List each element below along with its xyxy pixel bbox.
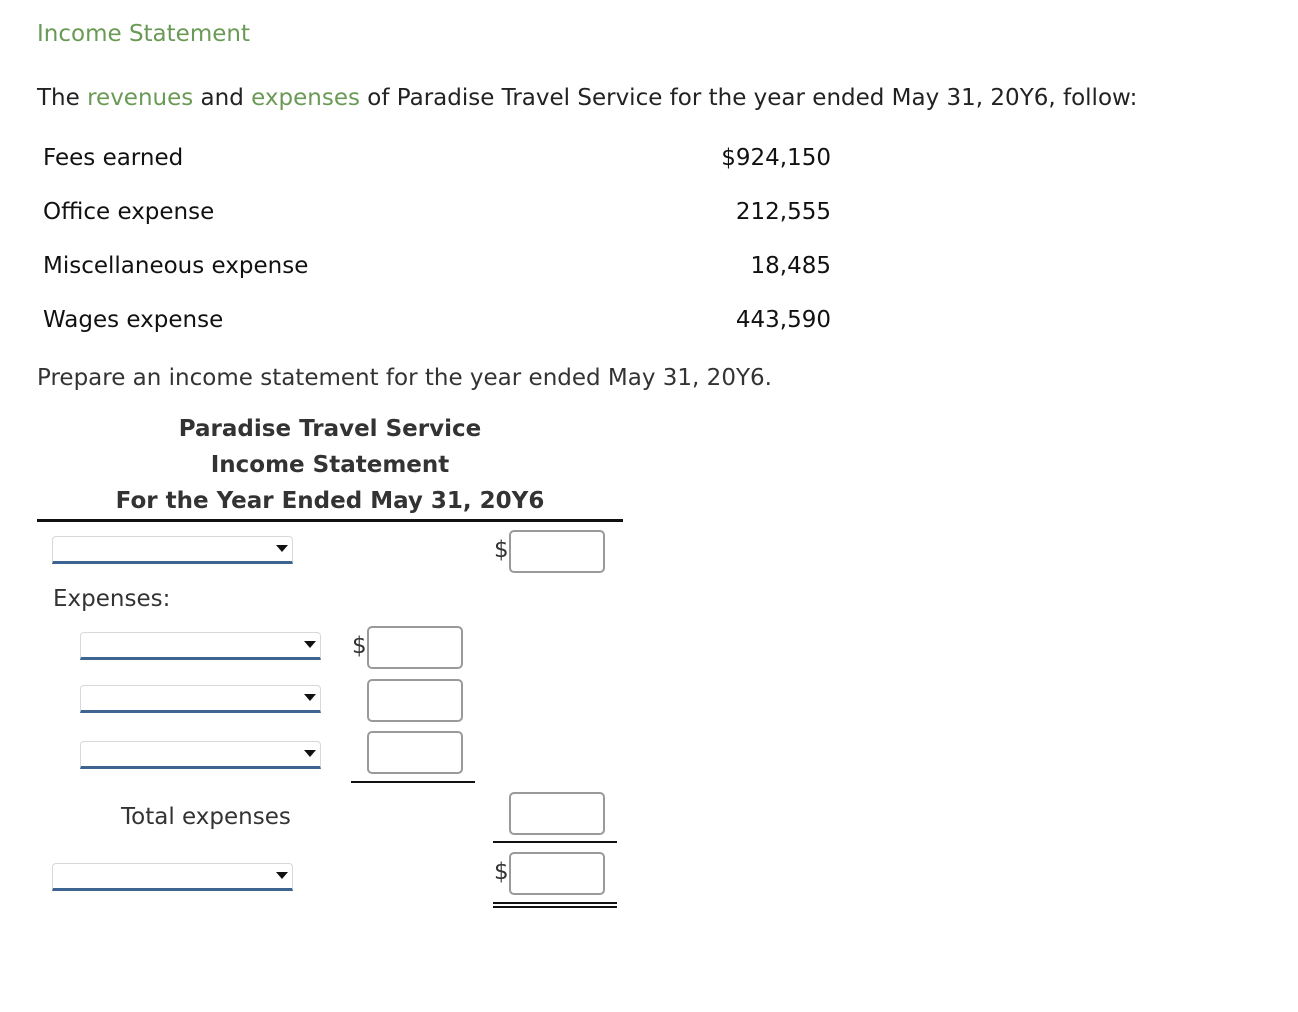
expense-account-dropdown-3[interactable]	[80, 741, 321, 769]
double-underline-top	[493, 902, 617, 904]
revenue-amount-input[interactable]	[509, 530, 605, 573]
data-value-office-expense: 212,555	[735, 199, 831, 225]
data-value-miscellaneous-expense: 18,485	[750, 253, 831, 279]
chevron-down-icon	[276, 545, 288, 552]
expenses-label: Expenses:	[53, 586, 171, 612]
intro-text	[37, 85, 1137, 111]
expense-amount-input-3[interactable]	[367, 731, 463, 774]
statement-period: For the Year Ended May 31, 20Y6	[115, 488, 545, 514]
data-label-miscellaneous-expense: Miscellaneous expense	[43, 253, 309, 279]
data-label-wages-expense: Wages expense	[43, 307, 224, 333]
expense-dollar-sign: $	[352, 633, 367, 659]
net-income-dropdown[interactable]	[52, 863, 293, 891]
chevron-down-icon	[304, 694, 316, 701]
double-underline-bottom	[493, 906, 617, 908]
statement-company-name: Paradise Travel Service	[178, 416, 482, 442]
net-income-input[interactable]	[509, 852, 605, 895]
intro-part-3: of Paradise Travel Service for the year ended May 31, 20Y6, follow:	[359, 85, 1138, 111]
data-label-office-expense: Office expense	[43, 199, 215, 225]
chevron-down-icon	[304, 641, 316, 648]
data-label-fees-earned: Fees earned	[43, 145, 184, 171]
section-title: Income Statement	[37, 21, 250, 47]
instructions-text: Prepare an income statement for the year ended May 31, 20Y6.	[37, 365, 772, 391]
total-expenses-rule	[493, 841, 617, 843]
expense-amount-input-2[interactable]	[367, 679, 463, 722]
chevron-down-icon	[276, 872, 288, 879]
revenues-link[interactable]: revenues	[87, 85, 194, 111]
data-value-fees-earned: $924,150	[721, 145, 831, 171]
data-value-wages-expense: 443,590	[735, 307, 831, 333]
expenses-link[interactable]: expenses	[251, 85, 360, 111]
heading-underline	[37, 519, 623, 522]
revenue-account-dropdown[interactable]	[52, 536, 293, 564]
expense-amount-input-1[interactable]	[367, 626, 463, 669]
intro-part-2: and	[193, 85, 252, 111]
expense-account-dropdown-2[interactable]	[80, 685, 321, 713]
expenses-subtotal-rule	[351, 781, 475, 783]
intro-part-1: The	[37, 85, 88, 111]
total-expenses-label: Total expenses	[121, 804, 291, 830]
total-expenses-input[interactable]	[509, 792, 605, 835]
statement-title: Income Statement	[210, 452, 450, 478]
net-income-dollar-sign: $	[494, 859, 509, 885]
revenue-dollar-sign: $	[494, 537, 509, 563]
chevron-down-icon	[304, 750, 316, 757]
expense-account-dropdown-1[interactable]	[80, 632, 321, 660]
